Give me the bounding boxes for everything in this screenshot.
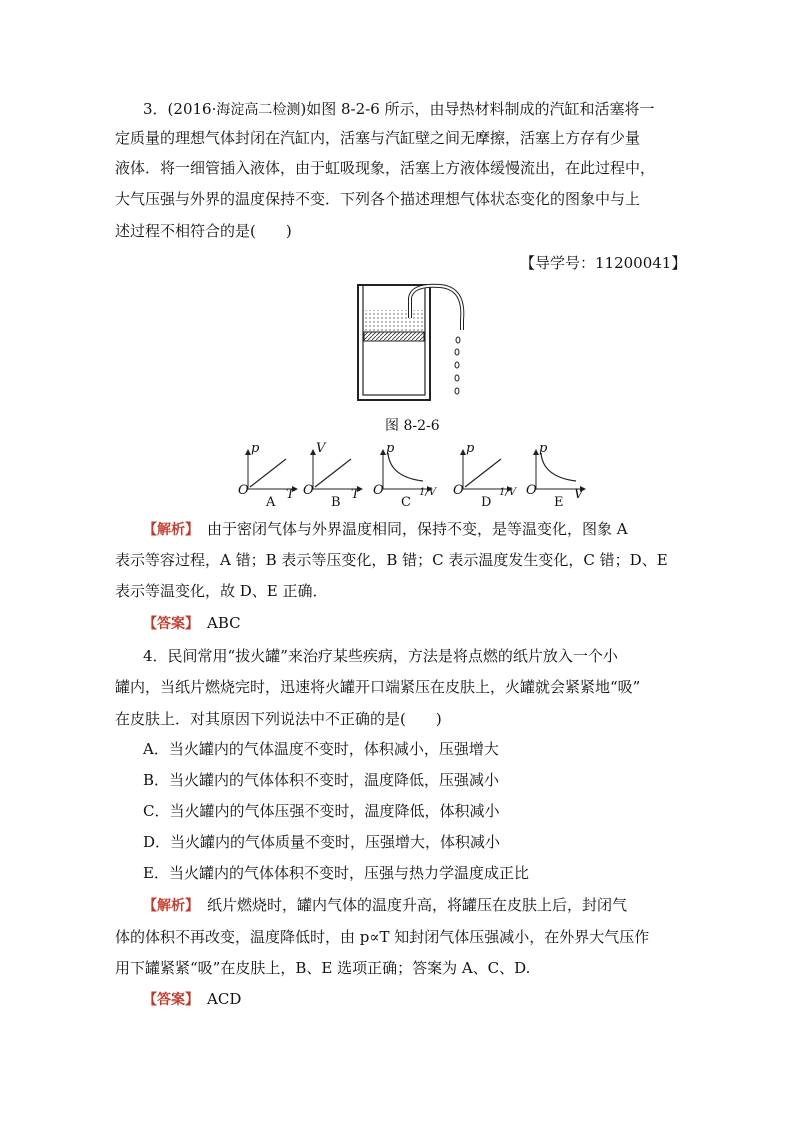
q3-line-5: 述过程不相符合的是( ) [115,222,292,240]
q4-line-2: 罐内，当纸片燃烧完时，迅速将火罐开口端紧压在皮肤上，火罐就会紧紧地“吸” [115,678,641,696]
q3-line-1: 3．(2016·海淀高二检测)如图 8-2-6 所示，由导热材料制成的汽缸和活塞将一 [143,100,655,118]
figure-caption: 图 8-2-6 [385,418,440,434]
graph-curve [315,459,351,487]
answer-tag: 【答案】 [143,992,192,1008]
cylinder-outer-wall [358,285,430,400]
y-axis-label: p [251,441,260,456]
graph-d [453,441,517,513]
a4-line-3: 用下罐紧紧“吸”在皮肤上，B、E 选项正确；答案为 A、C、D. [115,959,531,977]
piston [364,332,424,341]
analysis-tag: 【解析】 [143,522,192,538]
a4-line-2: 体的体积不再改变，温度降低时，由 p∝T 知封闭气体压强减小，在外界大气压作 [115,928,650,946]
origin-label: O [373,483,384,498]
graph-curve [250,459,286,487]
origin-label: O [303,483,314,498]
graph-a [238,441,302,513]
graph-curve [465,459,501,487]
graph-letter: B [331,495,341,510]
liquid-drops [455,337,460,394]
q4-option-a: A．当火罐内的气体温度不变时，体积减小，压强增大 [143,740,499,758]
a3-line-3: 表示等温变化，故 D、E 正确． [115,582,328,600]
origin-label: O [526,483,537,498]
graph-c [373,441,437,513]
source-label: 海淀高二检测 [216,102,301,118]
q4-line-1: 4．民间常用“拔火罐”来治疗某些疾病，方法是将点燃的纸片放入一个小 [143,647,618,665]
x-axis-label: V [574,487,584,502]
x-axis-label: T [351,487,360,502]
liquid-layer [364,310,424,332]
y-axis-label: p [539,441,548,456]
a3-line-1: 【解析】 由于密闭气体与外界温度相同，保持不变，是等温变化，图象 A [143,520,628,538]
q3-line-4: 大气压强与外界的温度保持不变．下列各个描述理想气体状态变化的图象中与上 [115,190,641,208]
a4-line-1: 【解析】 纸片燃烧时，罐内气体的温度升高，将罐压在皮肤上后，封闭气 [143,896,628,914]
graph-e [526,441,590,513]
a3-answer: 【答案】 ABC [143,614,241,632]
x-axis-label: 1/V [419,487,436,498]
graph-letter: A [266,495,276,510]
a3-line-2: 表示等容过程，A 错；B 表示等压变化，B 错；C 表示温度发生变化，C 错；D、E [115,551,668,569]
guide-number: 【导学号：11200041】 [520,254,687,272]
graph-letter: E [554,495,564,510]
graph-curve [541,453,576,481]
answer-tag: 【答案】 [143,616,192,632]
a4-answer: 【答案】 ACD [143,990,242,1008]
graph-b [303,441,367,513]
graph-letter: D [481,495,492,510]
q3-line-2: 定质量的理想气体封闭在汽缸内，活塞与汽缸壁之间无摩擦，活塞上方存有少量 [115,129,641,147]
x-axis-label: T [286,487,295,502]
origin-label: O [238,483,249,498]
analysis-tag: 【解析】 [143,898,192,914]
x-axis-label: 1/V [499,487,516,498]
q4-option-e: E．当火罐内的气体体积不变时，压强与热力学温度成正比 [143,864,529,882]
q4-option-b: B．当火罐内的气体体积不变时，温度降低，压强减小 [143,771,500,789]
y-axis-label: p [386,441,395,456]
q4-line-3: 在皮肤上．对其原因下列说法中不正确的是( ) [115,710,442,728]
origin-label: O [453,483,464,498]
graph-letter: C [401,495,411,510]
cylinder-figure [340,280,480,405]
y-axis-label: V [316,441,326,456]
y-axis-label: p [466,441,475,456]
graph-curve [388,453,423,481]
q3-line-3: 液体．将一细管插入液体，由于虹吸现象，活塞上方液体缓慢流出，在此过程中， [115,159,656,177]
q4-option-d: D．当火罐内的气体质量不变时，压强增大，体积减小 [143,833,501,851]
q4-option-c: C．当火罐内的气体压强不变时，温度降低，体积减小 [143,802,500,820]
